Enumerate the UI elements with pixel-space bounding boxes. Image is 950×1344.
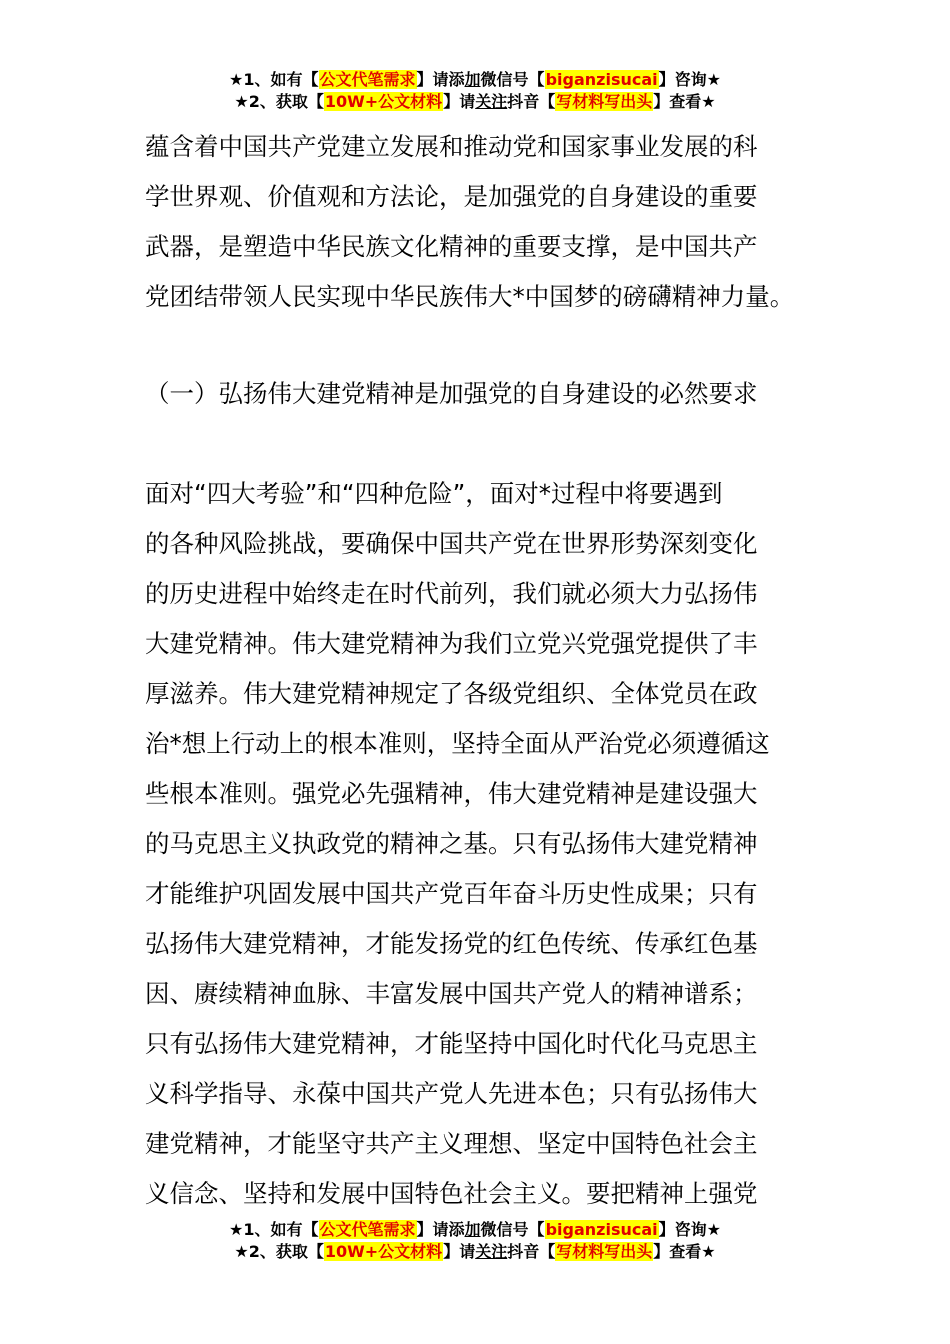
- banner-text: 】请添: [416, 1220, 465, 1239]
- banner-line-2: [0, 1241, 950, 1263]
- paragraph-1: [145, 122, 810, 322]
- text-line: 义科学指导、永葆中国共产党人先进本色；只有弘扬伟大: [145, 1079, 758, 1108]
- text-line: 只有弘扬伟大建党精神，才能坚持中国化时代化马克思主: [145, 1029, 758, 1058]
- text-line: 的历史进程中始终走在时代前列，我们就必须大力弘扬伟: [145, 579, 758, 608]
- text-line: 的各种风险挑战，要确保中国共产党在世界形势深刻变化: [145, 529, 758, 558]
- banner-underline: 加: [464, 1220, 481, 1239]
- section-heading: （一）弘扬伟大建党精神是加强党的自身建设的必然要求: [145, 379, 758, 408]
- banner-highlight: 10W+公文材料: [324, 1242, 443, 1261]
- banner-underline: 加: [464, 70, 481, 89]
- text-line: 蕴含着中国共产党建立发展和推动党和国家事业发展的科: [145, 132, 758, 161]
- banner-highlight: 写材料写出头: [556, 1242, 653, 1261]
- banner-text: 】请: [443, 92, 476, 111]
- banner-text: ★1、如有【: [229, 1220, 319, 1239]
- banner-text: 】请: [443, 1242, 476, 1261]
- text-line: 学世界观、价值观和方法论，是加强党的自身建设的重要: [145, 182, 758, 211]
- footer-banner: [0, 1219, 950, 1263]
- text-line: 厚滋养。伟大建党精神规定了各级党组织、全体党员在政: [145, 679, 758, 708]
- banner-text: 抖音【: [507, 1242, 556, 1261]
- banner-line-2: [0, 91, 950, 113]
- banner-highlight: 公文代笔需求: [319, 1220, 416, 1239]
- banner-text: 】咨询★: [658, 70, 721, 89]
- text-line: 武器，是塑造中华民族文化精神的重要支撑，是中国共产: [145, 232, 758, 261]
- text-line: 面对“四大考验”和“四种危险”，面对*过程中将要遇到: [145, 479, 723, 508]
- banner-text: 】咨询★: [658, 1220, 721, 1239]
- text-line: 的马克思主义执政党的精神之基。只有弘扬伟大建党精神: [145, 829, 758, 858]
- paragraph-2: [145, 469, 810, 1219]
- text-line: 建党精神，才能坚守共产主义理想、坚定中国特色社会主: [145, 1129, 758, 1158]
- text-line: 弘扬伟大建党精神，才能发扬党的红色传统、传承红色基: [145, 929, 758, 958]
- banner-text: 微信号【: [480, 1220, 545, 1239]
- header-banner: [0, 69, 950, 113]
- text-line: 大建党精神。伟大建党精神为我们立党兴党强党提供了丰: [145, 629, 758, 658]
- banner-text: ★2、获取【: [234, 92, 324, 111]
- text-line: 义信念、坚持和发展中国特色社会主义。要把精神上强党: [145, 1179, 758, 1208]
- banner-text: 】请添: [416, 70, 465, 89]
- banner-underline: 关注: [475, 1242, 508, 1261]
- banner-highlight: biganzisucai: [545, 70, 658, 89]
- text-line: 才能维护巩固发展中国共产党百年奋斗历史性成果；只有: [145, 879, 758, 908]
- banner-text: 抖音【: [507, 92, 556, 111]
- banner-highlight: 10W+公文材料: [324, 92, 443, 111]
- banner-highlight: 写材料写出头: [556, 92, 653, 111]
- banner-text: ★2、获取【: [234, 1242, 324, 1261]
- text-line: 党团结带领人民实现中华民族伟大*中国梦的磅礴精神力量。: [145, 282, 795, 311]
- banner-highlight: 公文代笔需求: [319, 70, 416, 89]
- banner-text: ★1、如有【: [229, 70, 319, 89]
- banner-highlight: biganzisucai: [545, 1220, 658, 1239]
- text-line: 治*想上行动上的根本准则，坚持全面从严治党必须遵循这: [145, 729, 770, 758]
- banner-text: 】查看★: [653, 1242, 716, 1261]
- text-line: 些根本准则。强党必先强精神，伟大建党精神是建设强大: [145, 779, 758, 808]
- banner-line-1: [0, 1219, 950, 1241]
- text-line: 因、赓续精神血脉、丰富发展中国共产党人的精神谱系；: [145, 979, 758, 1008]
- banner-text: 】查看★: [653, 92, 716, 111]
- banner-text: 微信号【: [480, 70, 545, 89]
- banner-line-1: [0, 69, 950, 91]
- banner-underline: 关注: [475, 92, 508, 111]
